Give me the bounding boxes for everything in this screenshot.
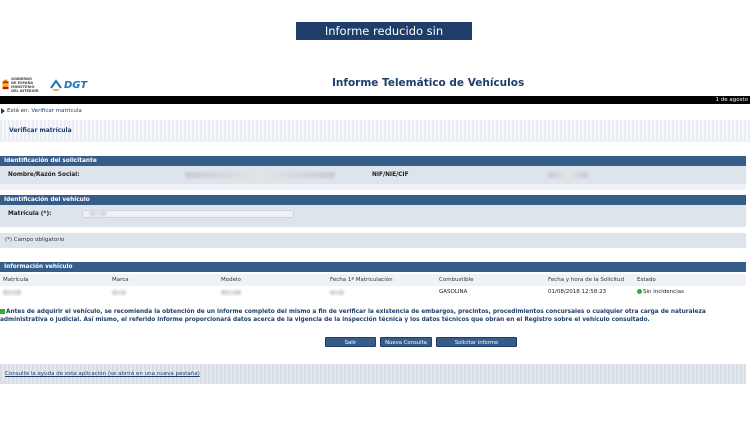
name-label: Nombre/Razón Social: — [8, 172, 80, 178]
check-icon — [637, 289, 642, 294]
fecha-matriculacion-redacted — [330, 290, 344, 295]
header-bar — [0, 96, 750, 104]
page-title: Informe Telemático de Vehículos — [332, 77, 525, 89]
ministry-logo — [2, 75, 42, 95]
warning-text: Antes de adquirir el vehículo, se recomienda la obtención de un informe completo del mismo a fin de verificar la existencia de embargos, precintos, procedimientos concursales o cualquier otra carga de naturaleza administrativa o judicial. Así mismo, el referido informe proporcionará datos acerca de la vigencia de la inspección técnica y los datos técnicos que obran en el Registro sobre el vehículo consultado. — [0, 309, 706, 323]
table-row — [0, 286, 746, 298]
required-note: (*) Campo obligatorio — [0, 233, 746, 248]
section-header — [0, 120, 750, 142]
breadcrumb — [1, 108, 82, 114]
modelo-redacted — [221, 290, 241, 295]
col-matricula: Matrícula — [3, 277, 29, 283]
fecha-solicitud-value: 01/08/2018 12:58:23 — [548, 289, 607, 295]
info-icon — [0, 309, 5, 314]
report-banner: Informe reducido sin incidencias — [296, 22, 472, 40]
breadcrumb-current[interactable]: Verificar matrícula — [31, 108, 82, 114]
nif-label: NIF/NIE/CIF — [372, 172, 409, 178]
warning-notice — [0, 309, 746, 324]
vehiculo-heading: Identificación del vehículo — [0, 195, 746, 205]
info-heading: Información vehículo — [0, 262, 746, 272]
col-fecha-solicitud: Fecha y hora de la Solicitud — [548, 277, 624, 283]
status-text: Sin incidencias — [643, 289, 684, 295]
ministry-line-3: MINISTERIO DEL INTERIOR — [11, 85, 39, 93]
col-estado: Estado — [637, 277, 656, 283]
breadcrumb-arrow-icon — [1, 108, 5, 114]
col-combustible: Combustible — [439, 277, 474, 283]
vehiculo-body — [0, 205, 746, 227]
col-fecha-matriculacion: Fecha 1ª Matriculación — [330, 277, 393, 283]
breadcrumb-prefix: Está en: — [7, 108, 30, 114]
status-badge — [637, 289, 684, 295]
matricula-input[interactable] — [82, 210, 294, 218]
request-report-button[interactable]: Solicitar informe — [436, 337, 517, 347]
current-date: 1 de agosto — [706, 96, 750, 104]
exit-button[interactable]: Salir — [325, 337, 376, 347]
help-link[interactable]: Consulte la ayuda de esta aplicación (se abrirá en una nueva pestaña) — [5, 371, 200, 377]
solicitante-heading: Identificación del solicitante — [0, 156, 746, 166]
help-bar — [0, 364, 746, 384]
col-marca: Marca — [112, 277, 129, 283]
info-columns — [0, 274, 746, 286]
nif-value-redacted — [548, 172, 588, 178]
matricula-redacted — [3, 290, 21, 295]
new-query-button[interactable]: Nueva Consulta — [380, 337, 432, 347]
name-value-redacted — [185, 172, 335, 178]
ministry-line-1: GOBIERNO — [11, 77, 32, 81]
dgt-text: DGT — [64, 79, 88, 91]
logos — [2, 74, 87, 96]
matricula-label: Matrícula (*): — [8, 211, 52, 217]
ministry-line-2: DE ESPAÑA — [11, 81, 34, 85]
solicitante-spacer — [0, 184, 746, 190]
section-title: Verificar matrícula — [9, 127, 72, 134]
marca-redacted — [112, 290, 126, 295]
dgt-mark-icon — [50, 79, 62, 91]
matricula-value-redacted — [90, 211, 106, 216]
combustible-value: GASOLINA — [439, 289, 468, 295]
solicitante-body — [0, 166, 746, 184]
dgt-logo — [50, 79, 87, 91]
coat-of-arms-icon — [2, 76, 9, 94]
col-modelo: Modelo — [221, 277, 241, 283]
